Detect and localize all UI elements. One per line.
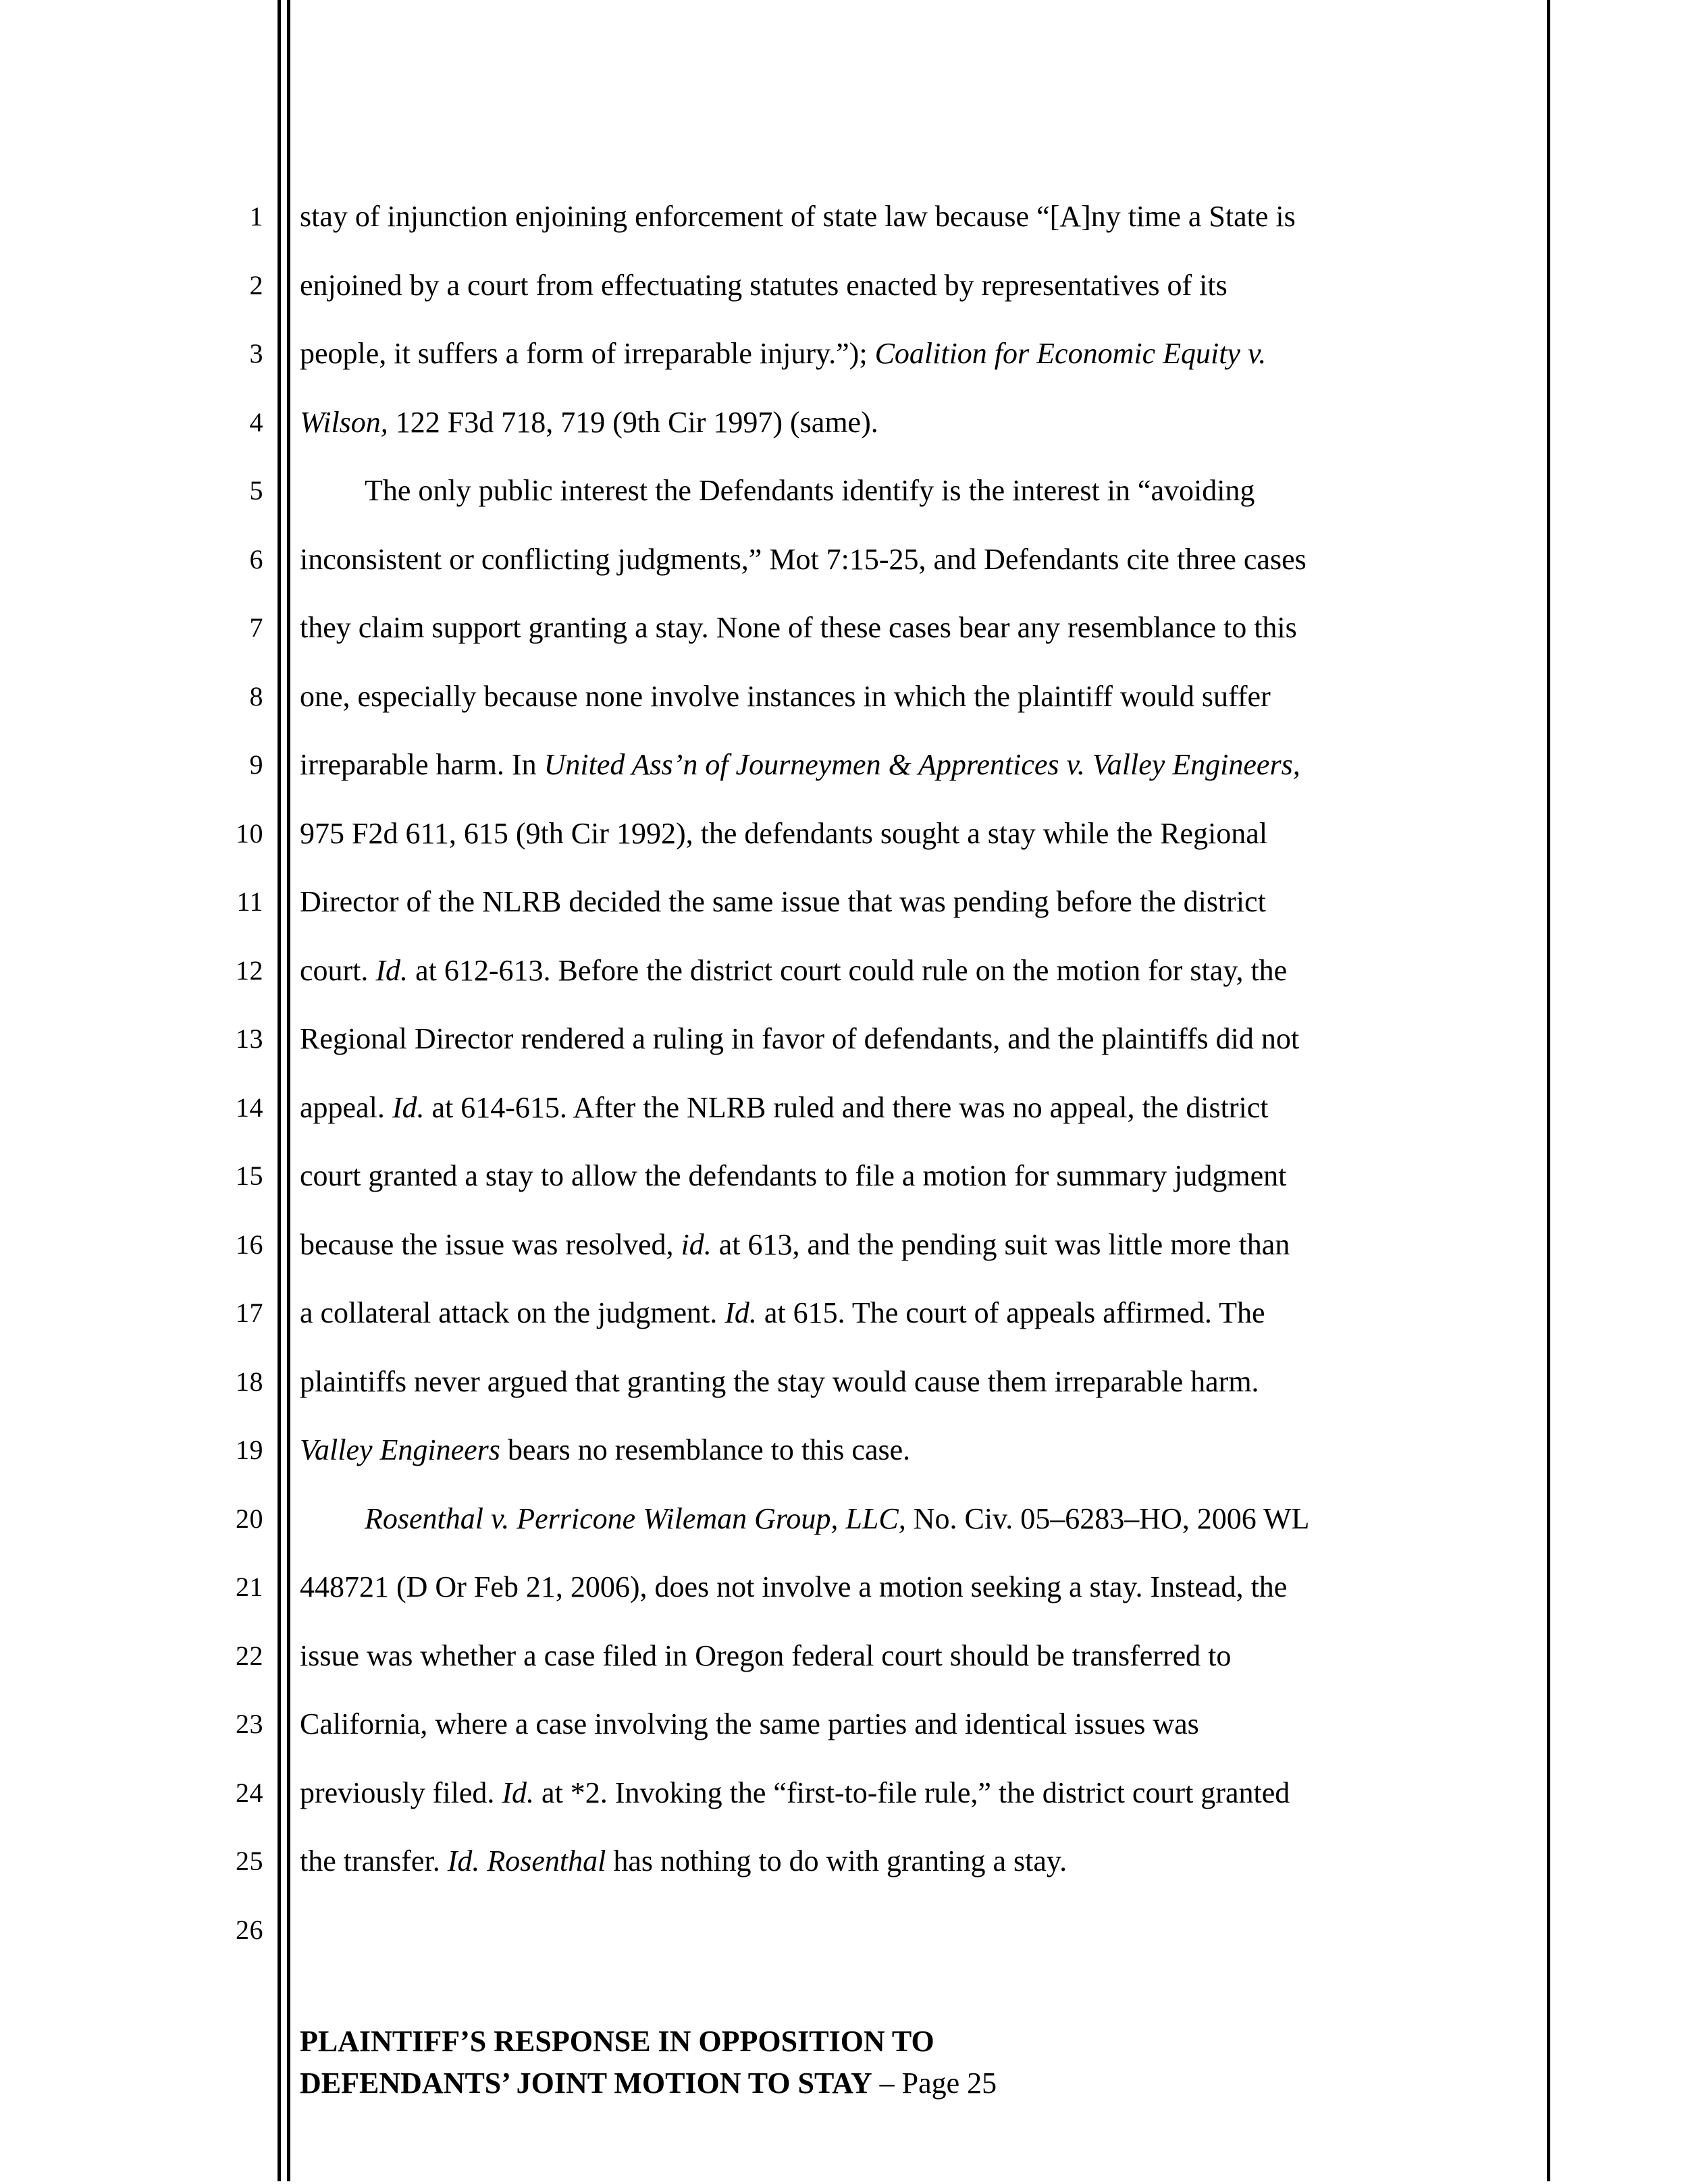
line-number: 11	[236, 886, 263, 917]
case-citation: Id.	[392, 1090, 425, 1124]
case-citation: Wilson,	[300, 405, 388, 439]
body-line: people, it suffers a form of irreparable injury.”); Coalition for Economic Equity v.	[300, 337, 1267, 370]
body-line: 448721 (D Or Feb 21, 2006), does not involve a motion seeking a stay. Instead, the	[300, 1570, 1288, 1603]
body-line: plaintiffs never argued that granting the stay would cause them irreparable harm.	[300, 1364, 1259, 1398]
line-number: 17	[236, 1298, 263, 1328]
body-line: issue was whether a case filed in Oregon federal court should be transferred to	[300, 1639, 1232, 1672]
case-citation: id.	[681, 1227, 712, 1261]
body-line: previously filed. Id. at *2. Invoking the “first-to-file rule,” the district court granted	[300, 1776, 1290, 1809]
case-citation: United Ass’n of Journeymen & Apprentices v. Valley Engineers,	[544, 748, 1300, 781]
line-number: 15	[236, 1161, 263, 1191]
case-citation: Coalition for Economic Equity v.	[874, 337, 1267, 370]
body-line: Regional Director rendered a ruling in favor of defendants, and the plaintiffs did not	[300, 1022, 1300, 1055]
body-line: Valley Engineers bears no resemblance to this case.	[300, 1433, 911, 1466]
body-line: a collateral attack on the judgment. Id. at 615. The court of appeals affirmed. The	[300, 1296, 1265, 1329]
case-citation: Id.	[502, 1776, 535, 1809]
line-number: 3	[249, 338, 263, 369]
body-line: one, especially because none involve instances in which the plaintiff would suffer	[300, 679, 1271, 713]
footer-line-1: PLAINTIFF’S RESPONSE IN OPPOSITION TO	[300, 2025, 934, 2058]
line-number: 26	[236, 1914, 263, 1945]
body-line: court granted a stay to allow the defendants to file a motion for summary judgment	[300, 1159, 1287, 1192]
body-line: The only public interest the Defendants identify is the interest in “avoiding	[365, 474, 1255, 507]
line-number: 1	[249, 201, 263, 232]
case-citation: Id.	[375, 953, 408, 987]
line-number: 7	[249, 612, 263, 643]
body-line: Wilson, 122 F3d 718, 719 (9th Cir 1997) (same).	[300, 405, 878, 439]
pleading-rule-left-inner	[287, 0, 290, 2181]
body-line: 975 F2d 611, 615 (9th Cir 1992), the defendants sought a stay while the Regional	[300, 816, 1268, 850]
line-number: 18	[236, 1366, 263, 1397]
line-number: 8	[249, 681, 263, 712]
line-number: 20	[236, 1503, 263, 1534]
body-line: court. Id. at 612-613. Before the district court could rule on the motion for stay, the	[300, 953, 1288, 987]
case-citation: Valley Engineers	[300, 1433, 500, 1466]
document-body	[300, 182, 1537, 1964]
line-number: 21	[236, 1572, 263, 1602]
line-number: 19	[236, 1435, 263, 1465]
body-line: Rosenthal v. Perricone Wileman Group, LLC, No. Civ. 05–6283–HO, 2006 WL	[365, 1501, 1310, 1535]
body-line: Director of the NLRB decided the same issue that was pending before the district	[300, 885, 1266, 918]
line-number: 5	[249, 475, 263, 506]
pleading-rule-left-outer	[278, 0, 281, 2181]
line-number: 2	[249, 269, 263, 300]
case-citation: Id.	[724, 1296, 757, 1329]
line-number: 10	[236, 818, 263, 849]
body-line	[300, 1896, 1537, 1965]
line-number: 22	[236, 1640, 263, 1671]
footer-title-tail: DEFENDANTS’ JOINT MOTION TO STAY	[300, 2067, 872, 2100]
body-line: inconsistent or conflicting judgments,” Mot 7:15-25, and Defendants cite three cases	[300, 542, 1307, 576]
line-number: 6	[249, 543, 263, 575]
line-number: 14	[236, 1092, 263, 1123]
pleading-rule-right	[1547, 0, 1550, 2181]
case-citation: Rosenthal v. Perricone Wileman Group, LLC,	[365, 1501, 906, 1535]
body-line: irreparable harm. In United Ass’n of Journeymen & Apprentices v. Valley Engineers,	[300, 748, 1300, 781]
line-number: 23	[236, 1709, 263, 1739]
footer-caption	[300, 2021, 1542, 2104]
footer-page-number: – Page 25	[872, 2067, 997, 2100]
line-number: 13	[236, 1023, 263, 1054]
body-line: enjoined by a court from effectuating statutes enacted by representatives of its	[300, 268, 1228, 302]
line-number: 16	[236, 1229, 263, 1260]
body-line: they claim support granting a stay. None of these cases bear any resemblance to this	[300, 611, 1297, 644]
case-citation: Rosenthal	[487, 1844, 606, 1877]
line-number: 12	[236, 955, 263, 986]
case-citation: Id.	[447, 1844, 480, 1877]
line-number: 4	[249, 406, 263, 437]
body-line: because the issue was resolved, id. at 613, and the pending suit was little more than	[300, 1227, 1290, 1261]
line-number: 24	[236, 1777, 263, 1808]
line-number: 9	[249, 749, 263, 780]
body-line: the transfer. Id. Rosenthal has nothing to do with granting a stay.	[300, 1844, 1067, 1877]
body-line: appeal. Id. at 614-615. After the NLRB ruled and there was no appeal, the district	[300, 1090, 1269, 1124]
body-line: California, where a case involving the same parties and identical issues was	[300, 1707, 1199, 1740]
body-line: stay of injunction enjoining enforcement of state law because “[A]ny time a State is	[300, 200, 1296, 233]
footer-line-2	[300, 2062, 1542, 2104]
line-number: 25	[236, 1846, 263, 1876]
line-number-gutter	[169, 182, 263, 1964]
